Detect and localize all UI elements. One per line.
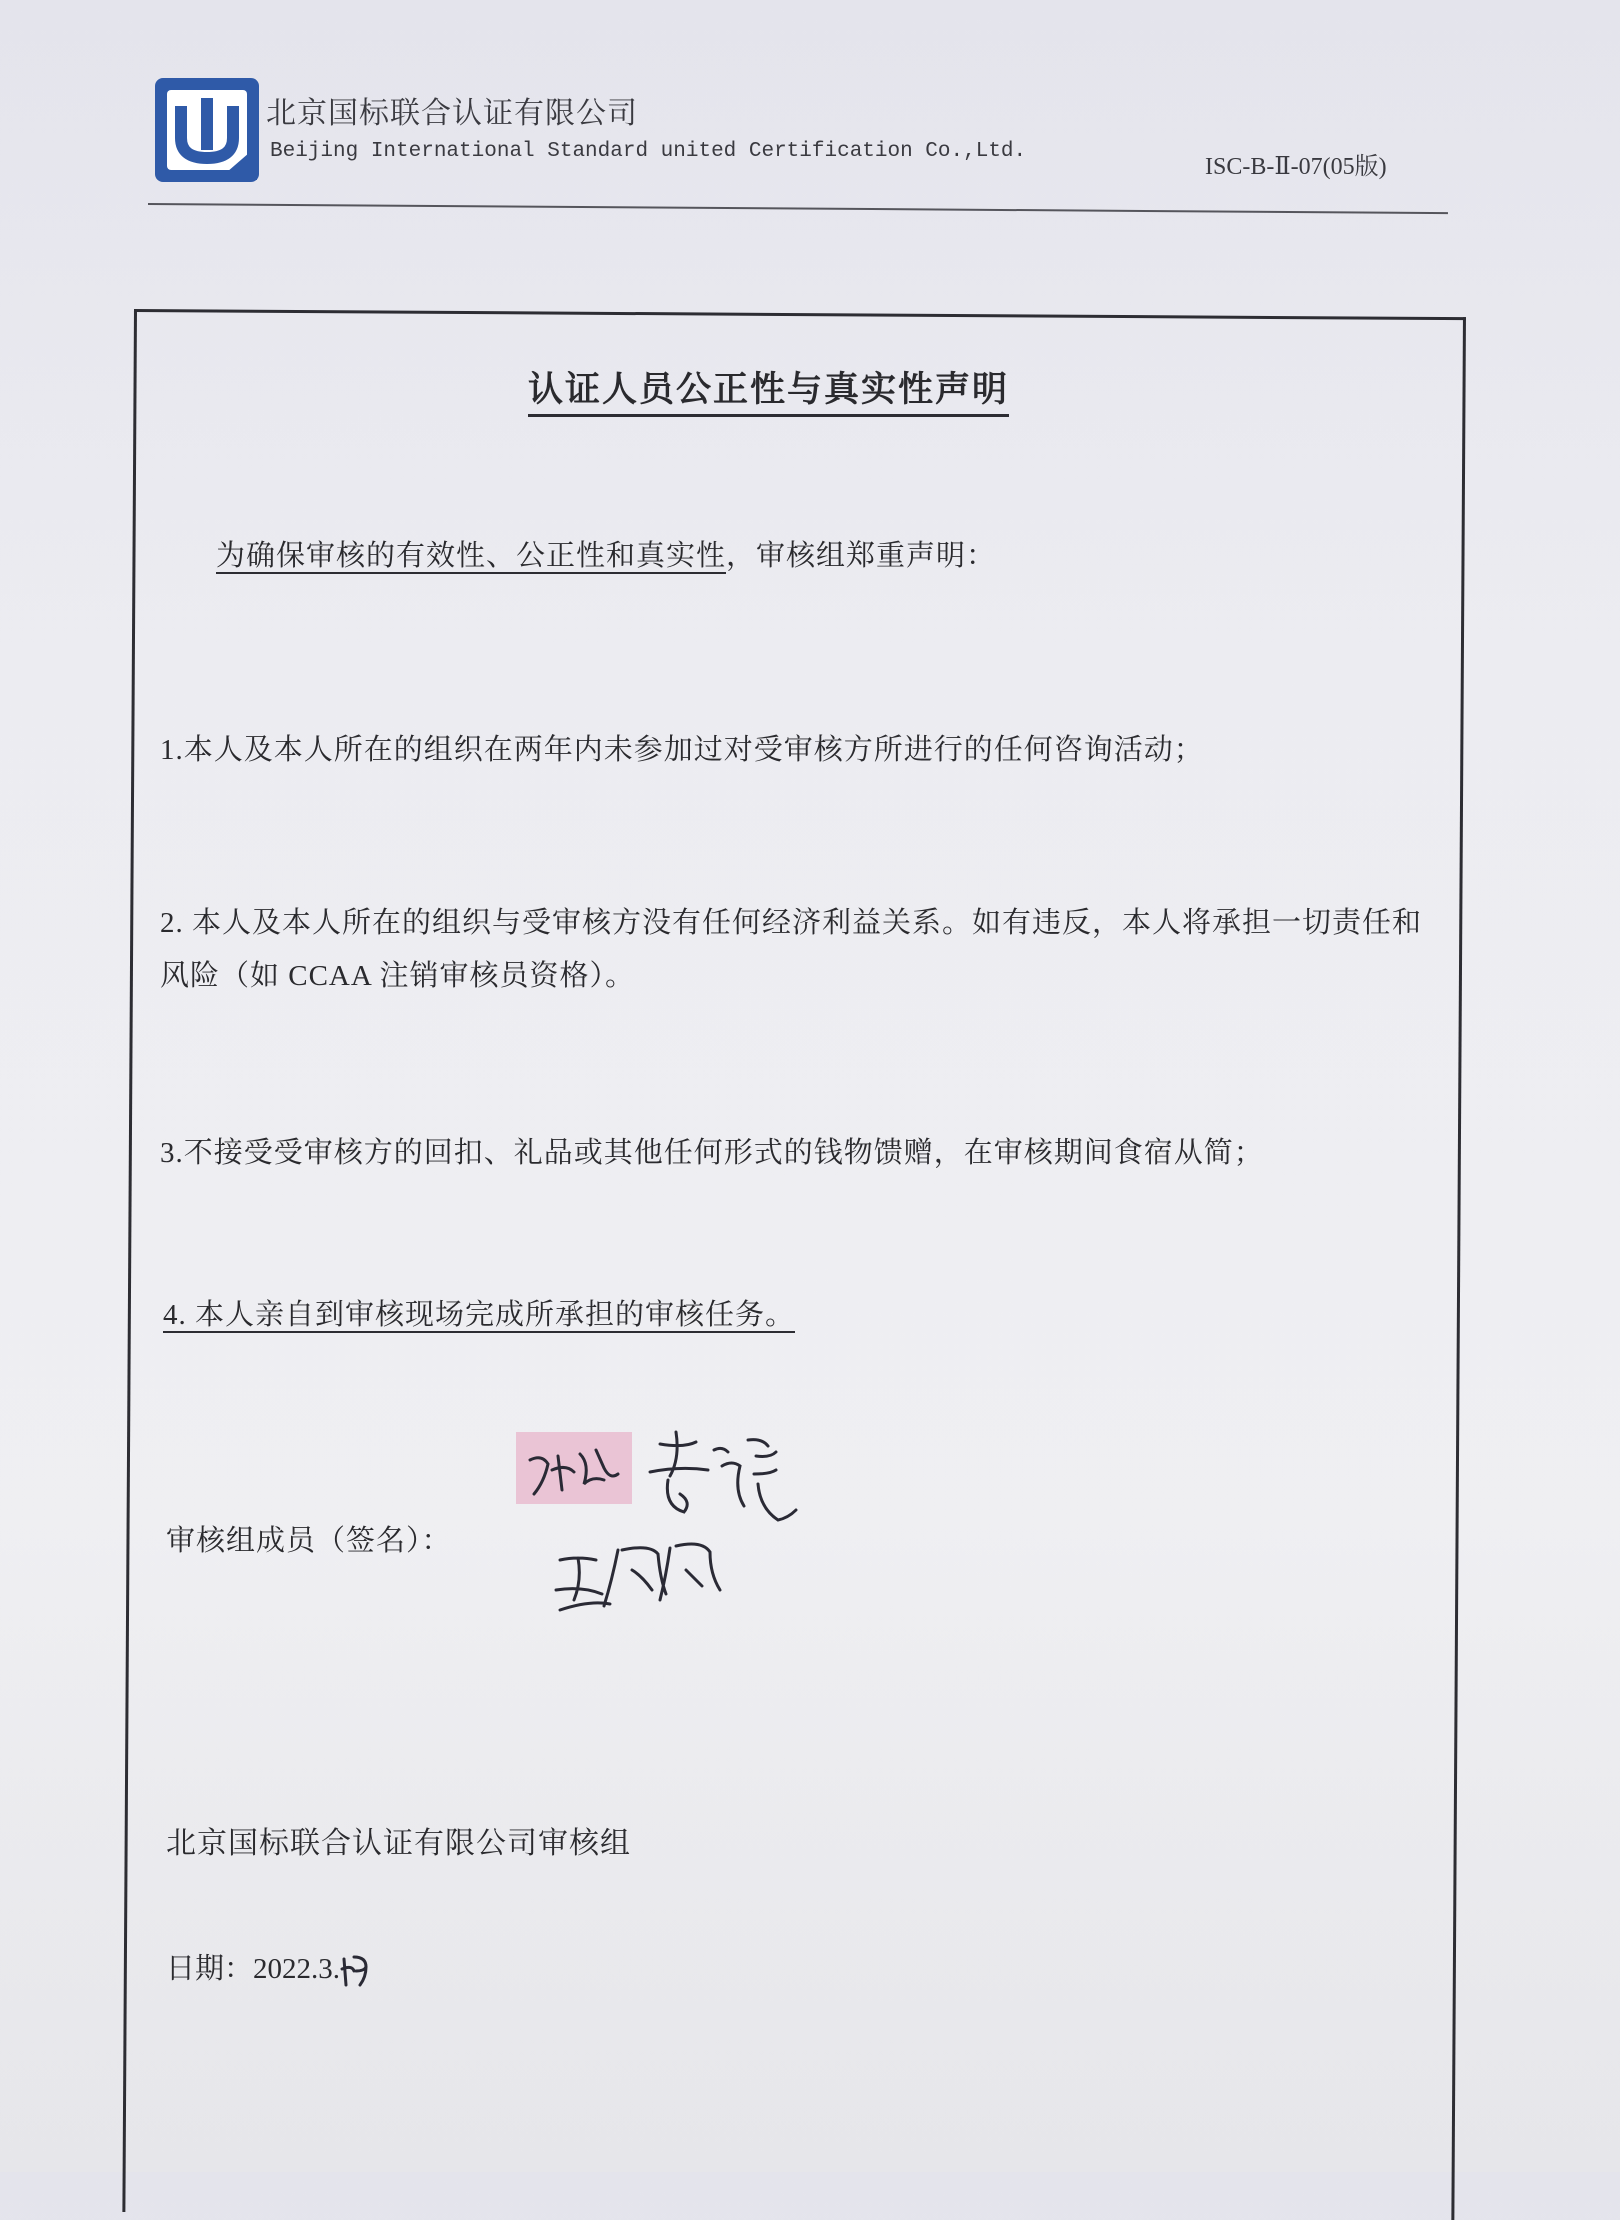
- date-value: 2022.3.: [253, 1953, 341, 1985]
- statement-item-3: 3.不接受受审核方的回扣、礼品或其他任何形式的钱物馈赠，在审核期间食宿从简；: [160, 1137, 1264, 1169]
- company-logo: [153, 76, 261, 184]
- handwritten-day-overwrite: [340, 1953, 370, 1989]
- handwritten-signatures: [500, 1420, 860, 1640]
- date-label: 日期：: [166, 1953, 254, 1985]
- document-frame: [122, 309, 1466, 2220]
- document-code: ISC-B-Ⅱ-07(05版): [1205, 154, 1387, 180]
- statement-item-1: 1.本人及本人所在的组织在两年内未参加过对受审核方所进行的任何咨询活动；: [160, 734, 1204, 766]
- intro-rest: ，审核组郑重声明：: [726, 540, 997, 572]
- intro-underlined: 为确保审核的有效性、公正性和真实性: [216, 540, 727, 572]
- statement-item-2-line-1: 2. 本人及本人所在的组织与受审核方没有任何经济利益关系。如有违反，本人将承担一切责任和: [160, 907, 1423, 939]
- company-name-cn: 北京国标联合认证有限公司: [266, 97, 638, 130]
- statement-item-4-text: 4. 本人亲自到审核现场完成所承担的审核任务。: [163, 1299, 796, 1331]
- signature-label: 审核组成员（签名）：: [166, 1525, 452, 1557]
- intro-paragraph: [216, 533, 996, 574]
- company-name-en: Beijing International Standard united Certification Co.,Ltd.: [270, 140, 1027, 163]
- document-title: 认证人员公正性与真实性声明: [528, 362, 1009, 417]
- date-line: [166, 1946, 370, 1989]
- header-divider: [148, 203, 1448, 214]
- statement-item-2-line-2: 风险（如 CCAA 注销审核员资格）。: [160, 960, 635, 992]
- statement-item-4: [163, 1292, 795, 1333]
- audit-team-organization: 北京国标联合认证有限公司审核组: [166, 1827, 631, 1860]
